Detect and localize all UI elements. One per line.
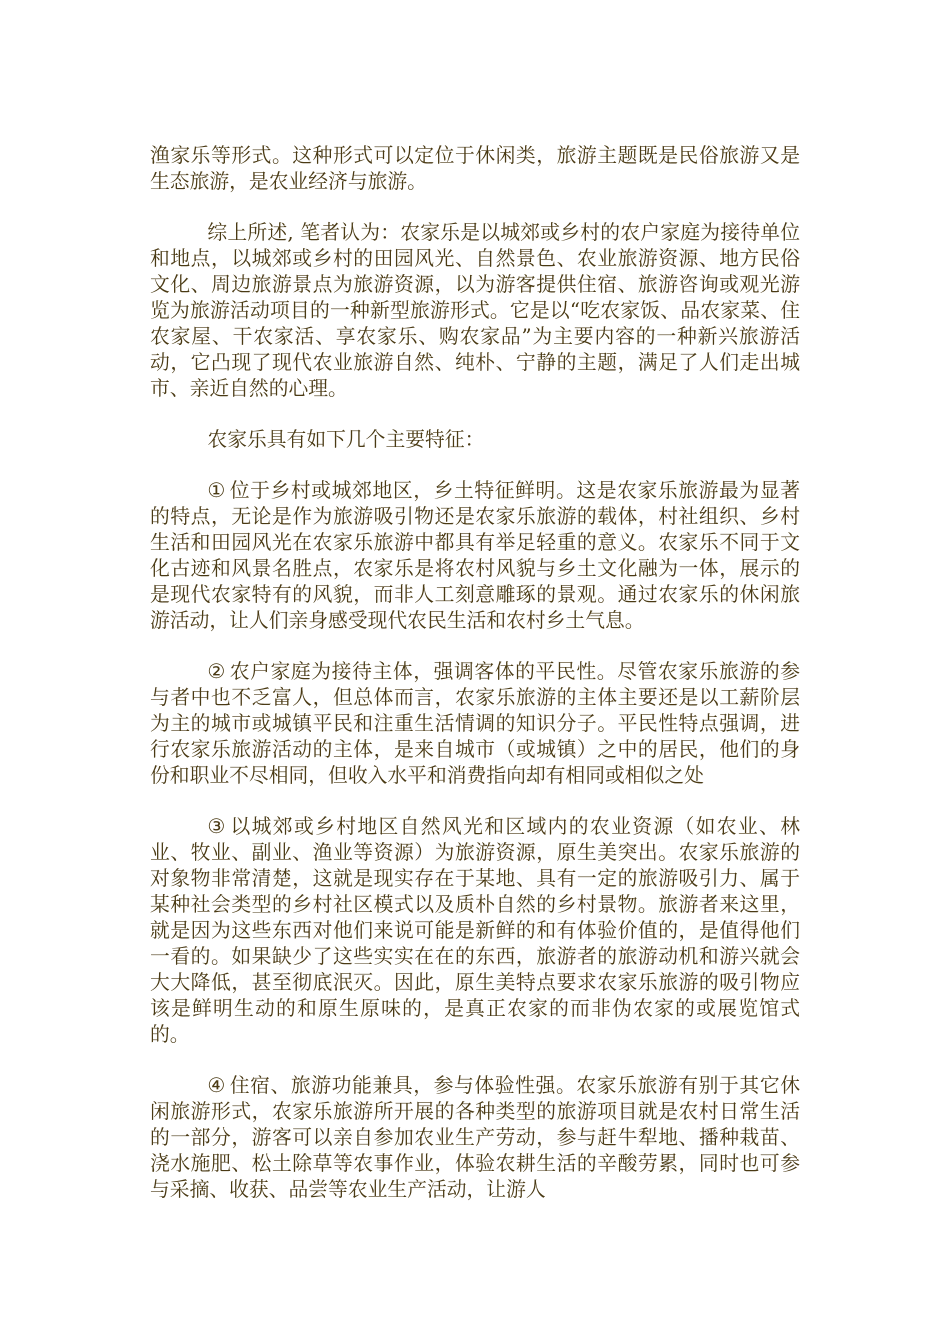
list-marker: ①: [207, 479, 226, 502]
list-item: [150, 478, 800, 634]
paragraph: [150, 427, 800, 453]
list-item: [150, 659, 800, 789]
list-marker: ③: [207, 815, 227, 838]
paragraph-text: 农户家庭为接待主体，强调客体的平民性。尽管农家乐旅游的参与者中也不乏富人，但总体而言，农家乐旅游的主体主要还是以工薪阶层为主的城市或城镇平民和注重生活情调的知识分子。平民性特点强调，进行农家乐旅游活动的主体，是来自城市（或城镇）之中的居民，他们的身份和职业不尽相同，但收入水平和消费指向却有相同或相似之处: [150, 660, 800, 787]
paragraph-text: 位于乡村或城郊地区，乡土特征鲜明。这是农家乐旅游最为显著的特点，无论是作为旅游吸引物还是农家乐旅游的载体，村社组织、乡村生活和田园风光在农家乐旅游中都具有举足轻重的意义。农家乐不同于文化古迹和风景名胜点，农家乐是将农村风貌与乡土文化融为一体，展示的是现代农家特有的风貌，而非人工刻意雕琢的景观。通过农家乐的休闲旅游活动，让人们亲身感受现代农民生活和农村乡土气息。: [150, 479, 800, 632]
list-marker: ②: [207, 660, 226, 683]
document-page: [150, 143, 800, 1228]
paragraph-text: 综上所述, 笔者认为：农家乐是以城郊或乡村的农户家庭为接待单位和地点，以城郊或乡村的田园风光、自然景色、农业旅游资源、地方民俗文化、周边旅游景点为旅游资源，以为游客提供住宿、旅游咨询或观光游览为旅游活动项目的一种新型旅游形式。它是以“吃农家饭、品农家菜、住农家屋、干农家活、享农家乐、购农家品”为主要内容的一种新兴旅游活动，它凸现了现代农业旅游自然、纯朴、宁静的主题，满足了人们走出城市、亲近自然的心理。: [150, 221, 800, 400]
paragraph-text: 农家乐具有如下几个主要特征：: [207, 428, 485, 451]
paragraph-text: 以城郊或乡村地区自然风光和区域内的农业资源（如农业、林业、牧业、副业、渔业等资源）为旅游资源，原生美突出。农家乐旅游的对象物非常清楚，这就是现实存在于某地、具有一定的旅游吸引力、属于某种社会类型的乡村社区模式以及质朴自然的乡村景物。旅游者来这里，就是因为这些东西对他们来说可能是新鲜的和有体验价值的，是值得他们一看的。如果缺少了这些实实在在的东西，旅游者的旅游动机和游兴就会大大降低，甚至彻底泯灭。因此，原生美特点要求农家乐旅游的吸引物应该是鲜明生动的和原生原味的，是真正农家的而非伪农家的或展览馆式的。: [150, 815, 801, 1046]
paragraph: [150, 220, 800, 402]
list-item: [150, 814, 800, 1048]
paragraph: [150, 143, 800, 195]
paragraph-text: 渔家乐等形式。这种形式可以定位于休闲类，旅游主题既是民俗旅游又是生态旅游，是农业经济与旅游。: [150, 144, 800, 193]
list-marker: ④: [207, 1074, 226, 1097]
list-item: [150, 1073, 800, 1203]
paragraph-text: 住宿、旅游功能兼具，参与体验性强。农家乐旅游有别于其它休闲旅游形式，农家乐旅游所开展的各种类型的旅游项目就是农村日常生活的一部分，游客可以亲自参加农业生产劳动，参与赶牛犁地、播种栽苗、浇水施肥、松土除草等农事作业，体验农耕生活的辛酸劳累，同时也可参与采摘、收获、品尝等农业生产活动，让游人: [150, 1074, 800, 1201]
